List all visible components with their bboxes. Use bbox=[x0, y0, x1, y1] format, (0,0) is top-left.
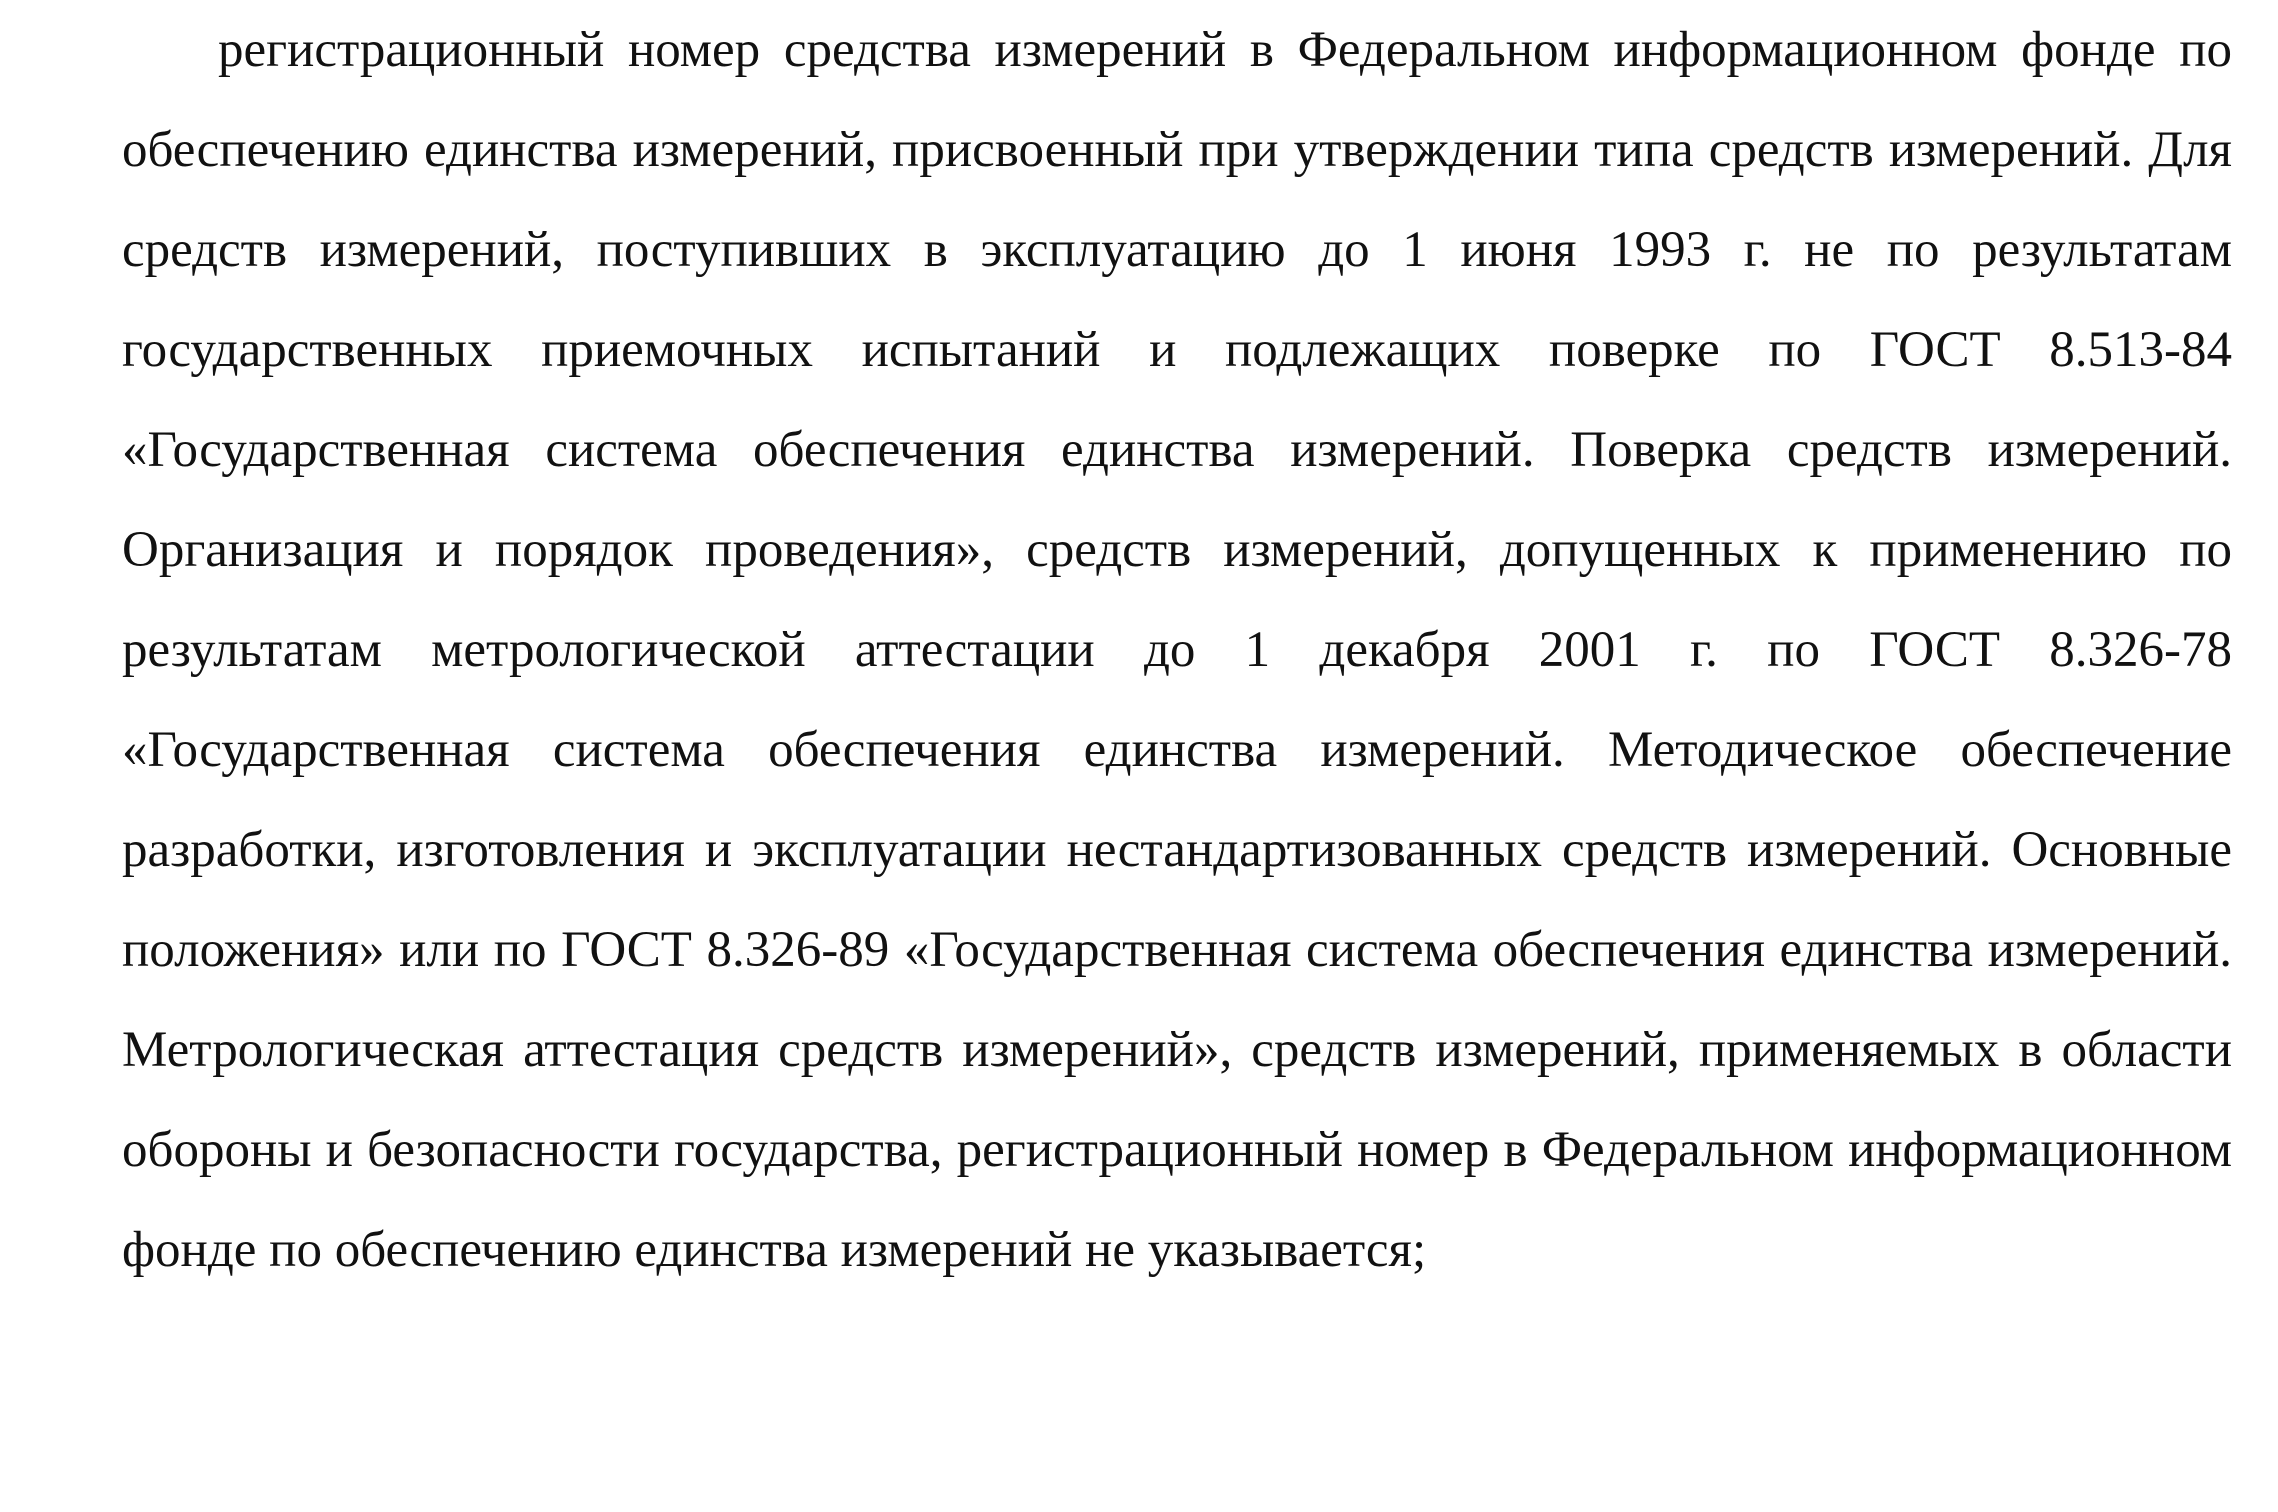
document-text-body bbox=[122, 0, 2232, 1300]
paragraph: регистрационный номер средства измерений в Федеральном информационном фонде по обеспечению единства измерений, присвоенный при утверждении типа средств измерений. Для средств измерений, поступивших в эксплуатацию до 1 июня 1993 г. не по результатам государственных приемочных испытаний и подлежащих поверке по ГОСТ 8.513-84 «Государственная система обеспечения единства измерений. Поверка средств измерений. Организация и порядок проведения», средств измерений, допущенных к применению по результатам метрологической аттестации до 1 декабря 2001 г. по ГОСТ 8.326-78 «Государственная система обеспечения единства измерений. Методическое обеспечение разработки, изготовления и эксплуатации нестандартизованных средств измерений. Основные положения» или по ГОСТ 8.326-89 «Государственная система обеспечения единства измерений. Метрологическая аттестация средств измерений», средств измерений, применяемых в области обороны и безопасности государства, регистрационный номер в Федеральном информационном фонде по обеспечению единства измерений не указывается; bbox=[122, 22, 2232, 1278]
